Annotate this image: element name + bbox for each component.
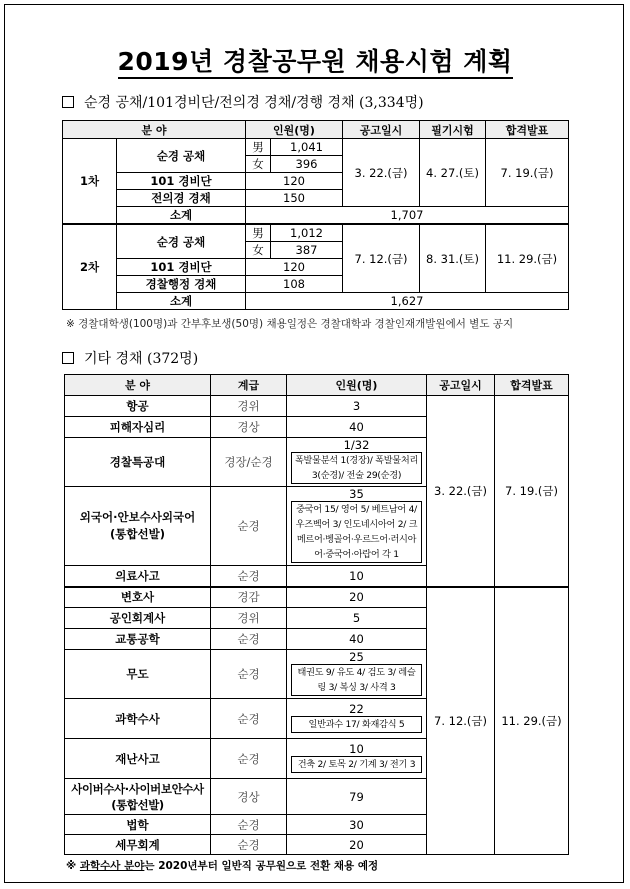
group2-result-date: 11. 29.(금) [495,587,569,855]
round2-guard-count: 120 [246,259,343,276]
count: 22 [349,702,364,716]
round2-subtotal: 1,627 [246,293,569,310]
count-detail: 중국어 15/ 영어 5/ 베트남어 4/ 우즈벡어 3/ 인도네시아어 2/ 크메르어·벵골어·우르드어·러시아어·중국어·아랍어 각 1 [291,501,422,563]
round1-riot-police: 전의경 경채 [117,190,246,207]
count: 20 [287,835,427,855]
count-detail: 건축 2/ 토목 2/ 기계 3/ 전기 3 [291,756,422,773]
round2-exam-date: 8. 31.(토) [420,224,486,293]
round2-notice-date: 7. 12.(금) [343,224,420,293]
count-with-detail [287,487,427,566]
header-result: 합격발표 [486,121,569,139]
note-prefix: ※ [66,860,80,872]
round1-notice-date: 3. 22.(금) [343,139,420,207]
field-disaster: 재난사고 [65,739,211,779]
count: 35 [349,487,364,501]
round1-guard-unit: 101 경비단 [117,173,246,190]
field-lawyer: 변호사 [65,587,211,608]
section1-note: ※ 경찰대학생(100명)과 간부후보생(50명) 채용일정은 경찰대학과 경찰인재개발원에서 별도 공지 [66,318,514,330]
count-detail: 폭발물분석 1(경장)/ 폭발물처리 3(순경)/ 전술 29(순경) [291,452,422,484]
count: 79 [287,779,427,815]
field-martial-arts: 무도 [65,650,211,699]
count: 40 [287,417,427,438]
rank: 순경 [211,650,287,699]
field-medical-accident: 의료사고 [65,566,211,587]
round2-result-date: 11. 29.(금) [486,224,569,293]
female-label: 女 [246,156,271,173]
round2-label: 2차 [63,224,117,310]
round1-label: 1차 [63,139,117,225]
section2-heading [62,348,198,368]
round1-open-recruit: 순경 공채 [117,139,246,173]
field-aviation: 항공 [65,396,211,417]
round1-female-count: 396 [271,156,343,173]
rank: 순경 [211,629,287,650]
round1-riot-count: 150 [246,190,343,207]
group2-notice-date: 7. 12.(금) [427,587,495,855]
round1-exam-date: 4. 27.(토) [420,139,486,207]
rank: 경장/순경 [211,438,287,487]
count-with-detail [287,739,427,779]
field-tax-accounting: 세무회계 [65,835,211,855]
round2-admin-count: 108 [246,276,343,293]
header-exam: 필기시험 [420,121,486,139]
count: 25 [349,650,364,664]
count: 20 [287,587,427,608]
round2-guard-unit: 101 경비단 [117,259,246,276]
field-swat: 경찰특공대 [65,438,211,487]
count: 10 [287,566,427,587]
section1-heading [62,92,424,112]
round2-open-recruit: 순경 공채 [117,224,246,259]
rank: 경감 [211,587,287,608]
header-notice: 공고일시 [343,121,420,139]
round2-male-count: 1,012 [271,224,343,242]
female-label: 女 [246,242,271,259]
round1-male-count: 1,041 [271,139,343,156]
round1-result-date: 7. 19.(금) [486,139,569,207]
round2-admin-recruit: 경찰행정 경채 [117,276,246,293]
checkbox-square-icon [62,96,74,108]
header-notice: 공고일시 [427,375,495,396]
page-title: 2019년 경찰공무원 채용시험 계획 [0,42,630,78]
count: 5 [287,608,427,629]
count-with-detail [287,650,427,699]
count: 3 [287,396,427,417]
field-victim-psychology: 피해자심리 [65,417,211,438]
field-cyber: 사이버수사·사이버보안수사 (통합선발) [65,779,211,815]
rank: 순경 [211,699,287,739]
count-detail: 일반과수 17/ 화재감식 5 [291,716,422,733]
note-rest: 는 2020년부터 일반직 공무원으로 전환 채용 예정 [144,860,379,872]
rank: 순경 [211,815,287,835]
header-result: 합격발표 [495,375,569,396]
header-count: 인원(명) [246,121,343,139]
count: 40 [287,629,427,650]
section2-heading-text: 기타 경채 (372명) [84,351,199,367]
rank: 순경 [211,487,287,566]
male-label: 男 [246,139,271,156]
rank: 순경 [211,566,287,587]
rank: 경위 [211,396,287,417]
rank: 경위 [211,608,287,629]
round2-subtotal-label: 소계 [117,293,246,310]
field-traffic-engineering: 교통공학 [65,629,211,650]
round1-subtotal: 1,707 [246,207,569,225]
rank: 경상 [211,417,287,438]
count-detail: 태권도 9/ 유도 4/ 검도 3/ 레슬링 3/ 복싱 3/ 사격 3 [291,664,422,696]
section1-heading-text: 순경 공채/101경비단/전의경 경채/경행 경채 (3,334명) [84,95,424,111]
count-with-detail [287,438,427,487]
field-cpa: 공인회계사 [65,608,211,629]
group1-notice-date: 3. 22.(금) [427,396,495,587]
rank: 순경 [211,739,287,779]
count: 1/32 [343,438,370,452]
count: 30 [287,815,427,835]
field-law: 법학 [65,815,211,835]
round2-female-count: 387 [271,242,343,259]
header-field: 분 야 [63,121,246,139]
section2-note [66,858,378,873]
header-count: 인원(명) [287,375,427,396]
round1-subtotal-label: 소계 [117,207,246,225]
male-label: 男 [246,224,271,242]
round1-guard-count: 120 [246,173,343,190]
field-forensics: 과학수사 [65,699,211,739]
count-with-detail [287,699,427,739]
table-other-recruitment [64,374,569,855]
rank: 경상 [211,779,287,815]
header-field: 분 야 [65,375,211,396]
note-underlined: 과학수사 분야 [79,860,145,872]
rank: 순경 [211,835,287,855]
count: 10 [349,742,364,756]
checkbox-square-icon [62,352,74,364]
header-rank: 계급 [211,375,287,396]
field-foreign-language: 외국어·안보수사외국어 (통합선발) [65,487,211,566]
table-recruitment-main [62,120,569,310]
group1-result-date: 7. 19.(금) [495,396,569,587]
